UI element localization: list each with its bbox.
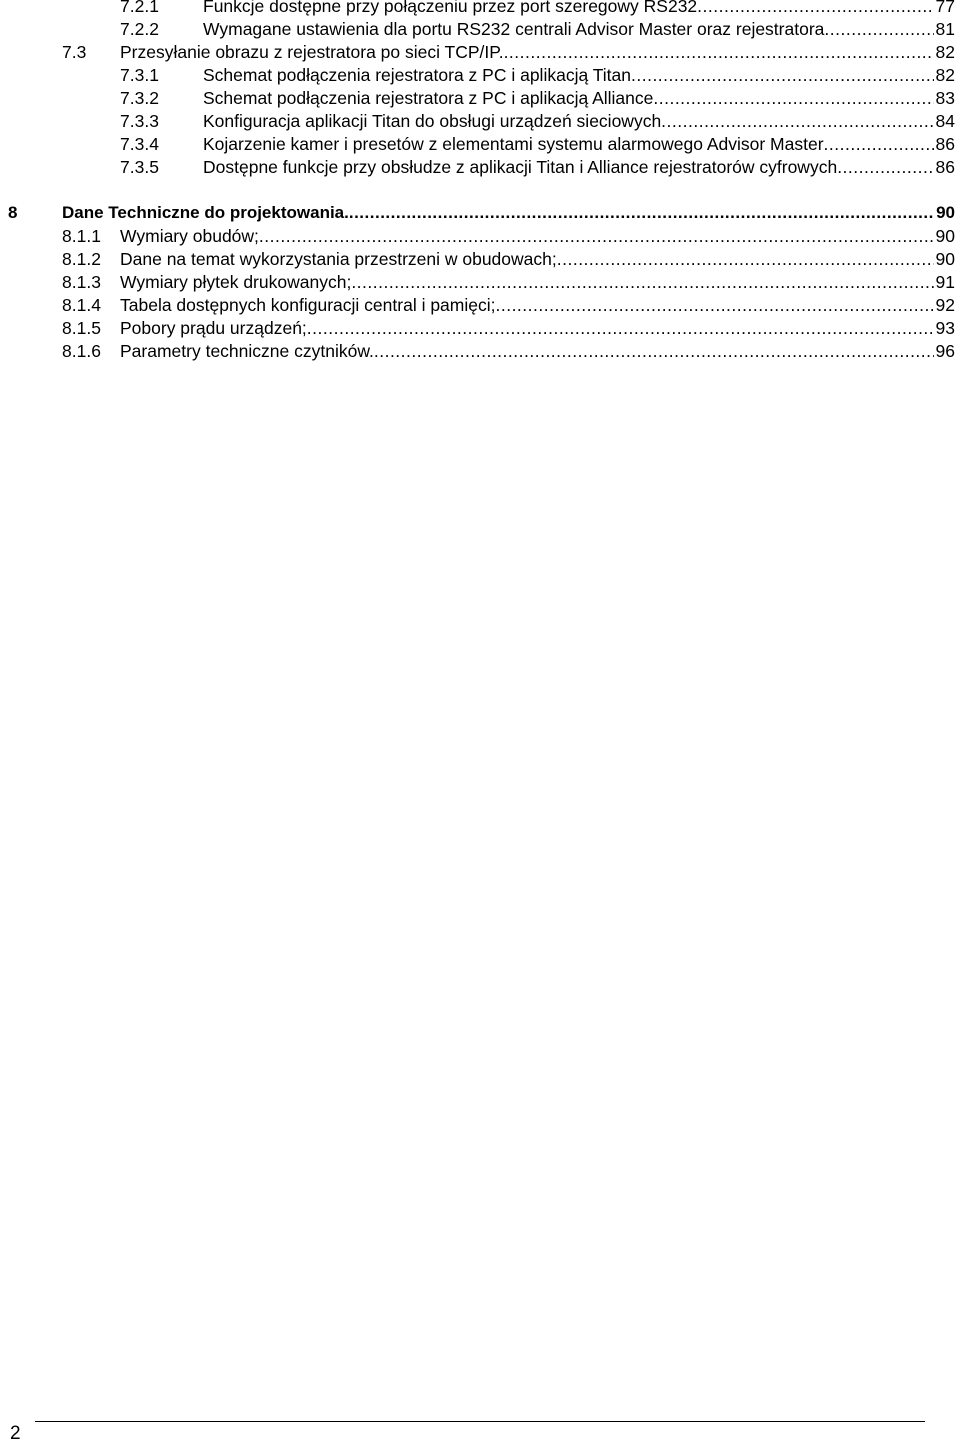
toc-entry-number: 7.3.3: [120, 111, 159, 131]
toc-entry[interactable]: [0, 87, 960, 109]
toc-entry-text: [203, 64, 955, 86]
toc-entry-number: 7.2.2: [120, 19, 159, 39]
toc-entry-number: 7.2.1: [120, 0, 159, 16]
toc-dot-leader: [824, 133, 934, 155]
toc-entry[interactable]: [0, 64, 960, 86]
toc-dot-leader: [653, 87, 933, 109]
toc-entry-number: 7.3.1: [120, 65, 159, 85]
toc-entry[interactable]: [0, 110, 960, 132]
toc-entry-text: [203, 133, 955, 155]
toc-entry-page: 92: [935, 295, 955, 315]
toc-entry-title: Dostępne funkcje przy obsłudze z aplikacji Titan i Alliance rejestratorów cyfrowych: [203, 157, 838, 177]
toc-entry-page: 83: [935, 88, 955, 108]
toc-entry-number: 8.1.2: [62, 249, 101, 269]
toc-entry-text: [203, 0, 955, 17]
toc-entry-number: 8.1.1: [62, 226, 101, 246]
toc-entry-page: 93: [935, 318, 955, 338]
toc-entry-number: 8.1.4: [62, 295, 101, 315]
toc-entry-page: 82: [935, 65, 955, 85]
footer-page-number: 2: [10, 1423, 21, 1444]
toc-entry-title: Dane Techniczne do projektowania.: [62, 203, 349, 222]
toc-entry-page: 84: [935, 111, 955, 131]
toc-entry[interactable]: [0, 156, 960, 178]
toc-entry-text: [120, 340, 955, 362]
toc-entry-text: [203, 87, 955, 109]
toc-entry-page: 91: [935, 272, 955, 292]
toc-entry-number: 7.3.2: [120, 88, 159, 108]
toc-entry-title: Dane na temat wykorzystania przestrzeni w obudowach;: [120, 249, 557, 269]
toc-entry-page: 86: [935, 157, 955, 177]
toc-dot-leader: [697, 0, 933, 17]
toc-dot-leader: [307, 317, 934, 339]
toc-dot-leader: [374, 340, 934, 362]
toc-entry-page: 81: [935, 19, 955, 39]
toc-entry-title: Schemat podłączenia rejestratora z PC i aplikacją Alliance: [203, 88, 654, 108]
toc-entry-page: 77: [935, 0, 955, 16]
toc-entry-text: [120, 271, 955, 293]
toc-entry-page: 96: [935, 341, 955, 361]
toc-entry-title: Schemat podłączenia rejestratora z PC i aplikacją Titan: [203, 65, 631, 85]
toc-entry[interactable]: [0, 294, 960, 316]
toc-dot-leader: [351, 271, 933, 293]
toc-entry-page: 82: [935, 42, 955, 62]
toc-entry[interactable]: [0, 248, 960, 270]
toc-entry[interactable]: [0, 271, 960, 293]
toc-entry-title: Konfiguracja aplikacji Titan do obsługi urządzeń sieciowych: [203, 111, 662, 131]
toc-entry-text: [203, 110, 955, 132]
toc-entry-page: 90: [935, 249, 955, 269]
toc-entry-title: Pobory prądu urządzeń;: [120, 318, 307, 338]
toc-entry-number: 8: [8, 203, 18, 222]
toc-entry-title: Wymagane ustawienia dla portu RS232 centrali Advisor Master oraz rejestratora: [203, 19, 825, 39]
toc-entry-text: [203, 18, 955, 40]
toc-entry-number: 7.3: [62, 42, 87, 62]
toc-entry-page: 86: [935, 134, 955, 154]
toc-entry-page: 90: [936, 203, 955, 222]
toc-entry-title: Kojarzenie kamer i presetów z elementami systemu alarmowego Advisor Master: [203, 134, 824, 154]
toc-dot-leader: [349, 202, 934, 224]
toc-dot-leader: [661, 110, 933, 132]
toc-dot-leader: [837, 156, 933, 178]
toc-entry-number: 8.1.5: [62, 318, 101, 338]
toc-entry-text: [120, 317, 955, 339]
toc-entry-text: [120, 294, 955, 316]
toc-entry[interactable]: [0, 18, 960, 40]
toc-entry[interactable]: [0, 0, 960, 17]
toc-entry-number: 8.1.3: [62, 272, 101, 292]
toc-entry-number: 7.3.4: [120, 134, 159, 154]
toc-dot-leader: [259, 225, 934, 247]
toc-entry-title: Przesyłanie obrazu z rejestratora po sieci TCP/IP.: [120, 42, 504, 62]
toc-dot-leader: [824, 18, 933, 40]
toc-dot-leader: [557, 248, 934, 270]
toc-entry-text: [120, 248, 955, 270]
footer-divider: [35, 1421, 925, 1422]
toc-entry[interactable]: [0, 41, 960, 63]
toc-entry-text: [62, 202, 955, 224]
toc-dot-leader: [504, 41, 934, 63]
toc-entry-text: [120, 41, 955, 63]
toc-chapter-entry[interactable]: [0, 202, 960, 224]
toc-entry[interactable]: [0, 133, 960, 155]
toc-entry-title: Tabela dostępnych konfiguracji central i pamięci;: [120, 295, 496, 315]
toc-entry-text: [120, 225, 955, 247]
toc-entry-text: [203, 156, 955, 178]
toc-entry-number: 7.3.5: [120, 157, 159, 177]
toc-entry-page: 90: [935, 226, 955, 246]
toc-entry-number: 8.1.6: [62, 341, 101, 361]
toc-dot-leader: [495, 294, 933, 316]
toc-entry-title: Funkcje dostępne przy połączeniu przez port szeregowy RS232: [203, 0, 698, 16]
toc-entry[interactable]: [0, 317, 960, 339]
toc-entry[interactable]: [0, 225, 960, 247]
toc-entry[interactable]: [0, 340, 960, 362]
toc-dot-leader: [631, 64, 934, 86]
toc-entry-title: Parametry techniczne czytników.: [120, 341, 374, 361]
toc-entry-title: Wymiary płytek drukowanych;: [120, 272, 352, 292]
toc-entry-title: Wymiary obudów;: [120, 226, 259, 246]
